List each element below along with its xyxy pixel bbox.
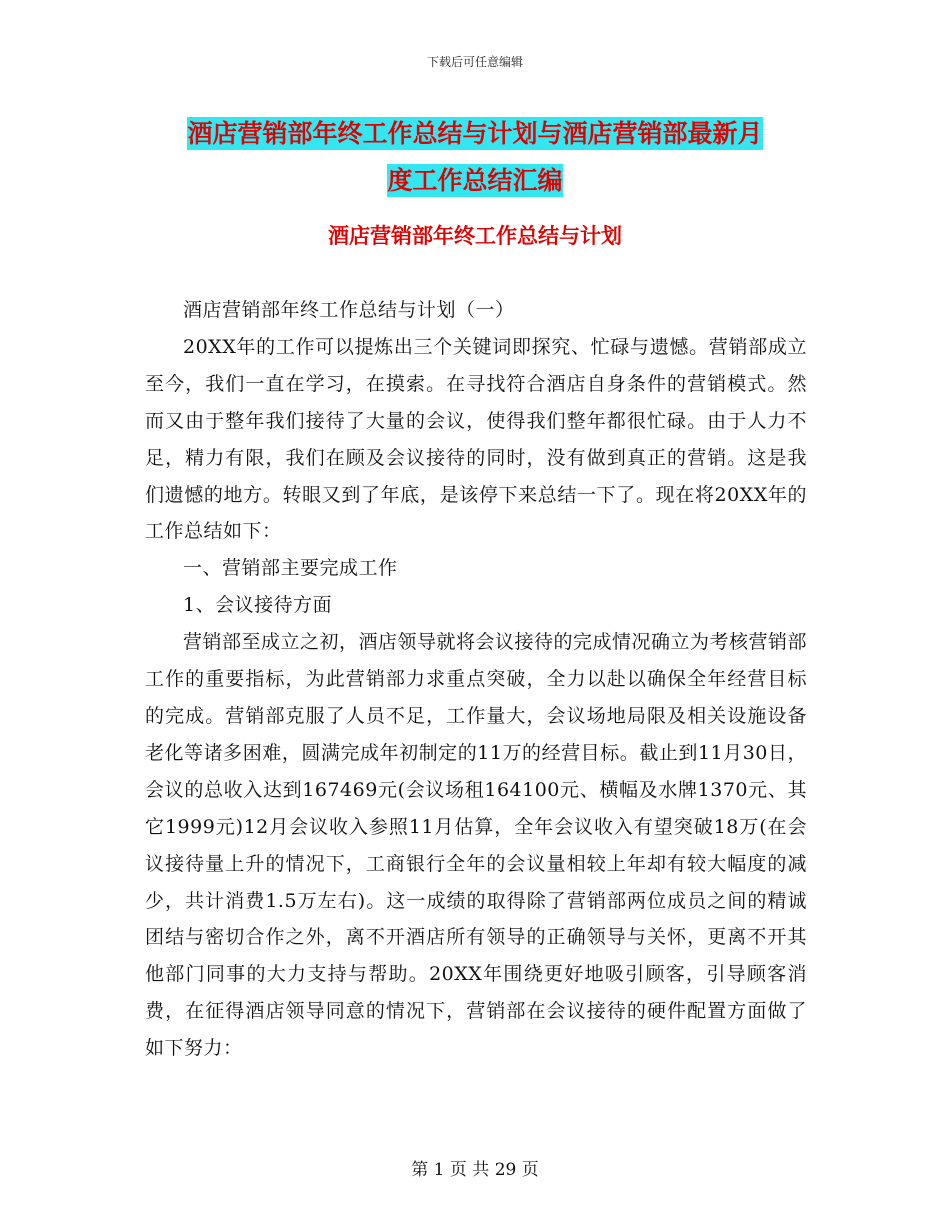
paragraph-heading-1: 一、营销部主要完成工作 bbox=[183, 557, 398, 580]
page-header-note: 下载后可任意编辑 bbox=[426, 55, 523, 69]
page-footer: 第 1 页 共 29 页 bbox=[411, 1160, 539, 1180]
document-body bbox=[145, 292, 807, 1067]
paragraph-heading-1-1: 1、会议接待方面 bbox=[183, 594, 333, 617]
document-title-line-2: 度工作总结汇编 bbox=[387, 166, 563, 195]
paragraph-subtitle: 酒店营销部年终工作总结与计划（一） bbox=[183, 299, 515, 321]
document-title bbox=[120, 110, 830, 204]
document-title-line-1: 酒店营销部年终工作总结与计划与酒店营销部最新月 bbox=[187, 119, 763, 148]
paragraph-meeting-reception: 营销部至成立之初，酒店领导就将会议接待的完成情况确立为考核营销部工作的重要指标，为此营销部力求重点突破，全力以赴以确保全年经营目标的完成。营销部克服了人员不足，工作量大，会议场地局限及相关设施设备老化等诸多困难，圆满完成年初制定的11万的经营目标。截止到11月30日，会议的总收入达到167469元(会议场租164100元、横幅及水牌1370元、其它1999元)12月会议收入参照11月估算，全年会议收入有望突破18万(在会议接待量上升的情况下，工商银行全年的会议量相较上年却有较大幅度的减少，共计消费1.5万左右)。这一成绩的取得除了营销部两位成员之间的精诚团结与密切合作之外，离不开酒店所有领导的正确领导与关怀，更离不开其他部门同事的大力支持与帮助。20XX年围绕更好地吸引顾客，引导顾客消费，在征得酒店领导同意的情况下，营销部在会议接待的硬件配置方面做了如下努力： bbox=[145, 631, 808, 1060]
paragraph-intro: 20XX年的工作可以提炼出三个关键词即探究、忙碌与遗憾。营销部成立至今，我们一直在学习，在摸索。在寻找符合酒店自身条件的营销模式。然而又由于整年我们接待了大量的会议，使得我们整年都很忙碌。由于人力不足，精力有限，我们在顾及会议接待的同时，没有做到真正的营销。这是我们遗憾的地方。转眼又到了年底，是该停下来总结一下了。现在将20XX年的工作总结如下： bbox=[145, 335, 807, 543]
section-title: 酒店营销部年终工作总结与计划 bbox=[328, 224, 622, 248]
